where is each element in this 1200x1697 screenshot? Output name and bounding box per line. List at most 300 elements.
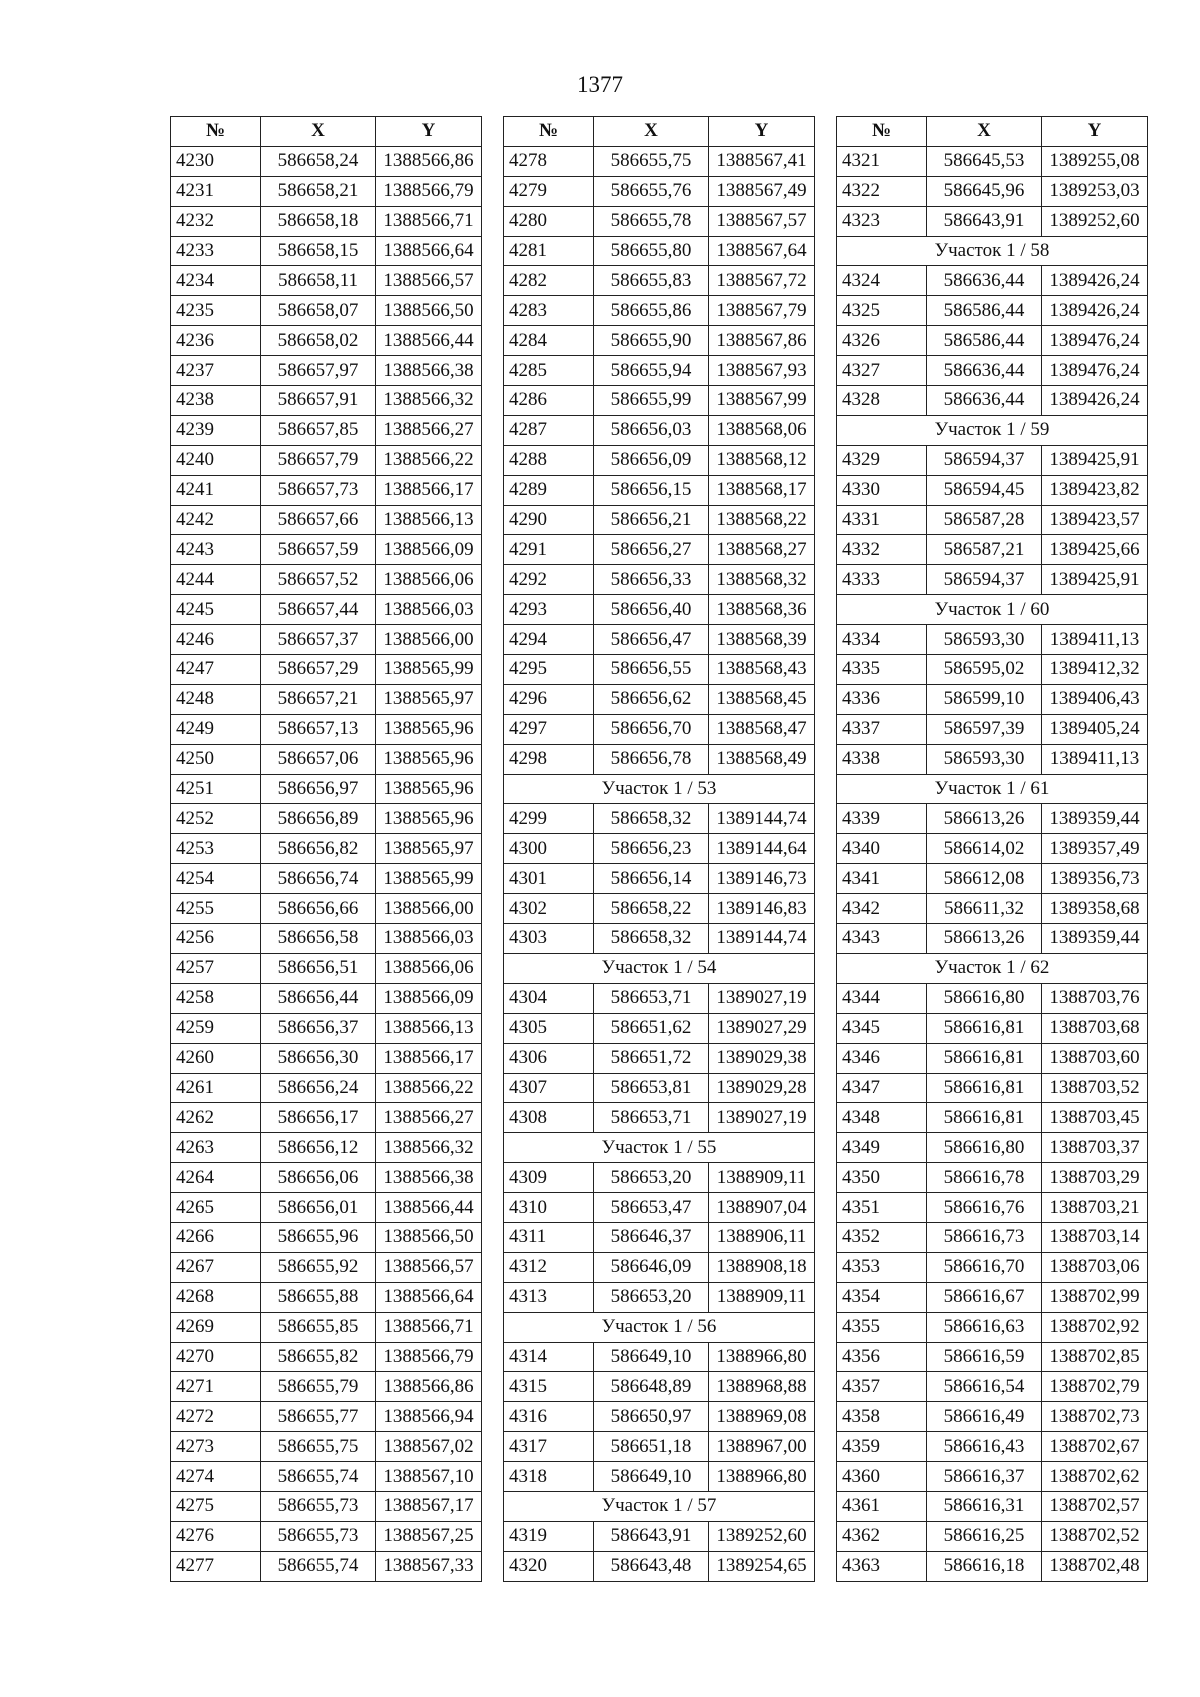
x-value: 586658,15 (261, 236, 376, 266)
x-value: 586599,10 (927, 684, 1042, 714)
point-number: 4285 (504, 356, 594, 386)
x-value: 586656,74 (261, 864, 376, 894)
x-value: 586656,23 (594, 834, 709, 864)
y-value: 1389406,43 (1042, 684, 1148, 714)
y-value: 1389425,91 (1042, 445, 1148, 475)
point-number: 4283 (504, 296, 594, 326)
x-value: 586645,96 (927, 176, 1042, 206)
y-value: 1388567,86 (709, 326, 815, 356)
y-value: 1389359,44 (1042, 804, 1148, 834)
x-value: 586658,02 (261, 326, 376, 356)
point-number: 4231 (171, 176, 261, 206)
table-row (171, 834, 482, 864)
y-value: 1388702,67 (1042, 1432, 1148, 1462)
x-value: 586658,32 (594, 924, 709, 954)
y-value: 1388566,00 (376, 625, 482, 655)
table-header-row (837, 117, 1148, 147)
point-number: 4269 (171, 1312, 261, 1342)
x-value: 586616,31 (927, 1491, 1042, 1521)
x-value: 586616,54 (927, 1372, 1042, 1402)
point-number: 4287 (504, 415, 594, 445)
table-row (171, 206, 482, 236)
x-value: 586616,70 (927, 1252, 1042, 1282)
point-number: 4326 (837, 326, 927, 356)
x-value: 586655,82 (261, 1342, 376, 1372)
point-number: 4325 (837, 296, 927, 326)
table-row (504, 505, 815, 535)
table-row (837, 326, 1148, 356)
section-label: Участок 1 / 61 (837, 774, 1148, 804)
y-value: 1388702,73 (1042, 1402, 1148, 1432)
table-row (171, 1402, 482, 1432)
x-value: 586655,79 (261, 1372, 376, 1402)
section-row (504, 1133, 815, 1163)
header-x: X (594, 117, 709, 147)
x-value: 586656,17 (261, 1103, 376, 1133)
point-number: 4310 (504, 1193, 594, 1223)
x-value: 586586,44 (927, 326, 1042, 356)
point-number: 4246 (171, 625, 261, 655)
table-header-row (171, 117, 482, 147)
x-value: 586616,80 (927, 983, 1042, 1013)
y-value: 1388566,13 (376, 505, 482, 535)
y-value: 1388703,06 (1042, 1252, 1148, 1282)
point-number: 4256 (171, 924, 261, 954)
point-number: 4307 (504, 1073, 594, 1103)
section-row (504, 774, 815, 804)
point-number: 4245 (171, 595, 261, 625)
x-value: 586616,49 (927, 1402, 1042, 1432)
y-value: 1388567,10 (376, 1462, 482, 1492)
x-value: 586657,91 (261, 386, 376, 416)
table-row (171, 565, 482, 595)
x-value: 586657,66 (261, 505, 376, 535)
point-number: 4262 (171, 1103, 261, 1133)
y-value: 1388703,29 (1042, 1163, 1148, 1193)
y-value: 1388566,86 (376, 146, 482, 176)
table-row (504, 236, 815, 266)
y-value: 1388565,99 (376, 655, 482, 685)
table-row (504, 655, 815, 685)
table-row (171, 1043, 482, 1073)
x-value: 586651,72 (594, 1043, 709, 1073)
y-value: 1388566,44 (376, 1193, 482, 1223)
x-value: 586650,97 (594, 1402, 709, 1432)
y-value: 1388566,86 (376, 1372, 482, 1402)
y-value: 1388567,33 (376, 1551, 482, 1581)
x-value: 586655,75 (261, 1432, 376, 1462)
point-number: 4247 (171, 655, 261, 685)
point-number: 4296 (504, 684, 594, 714)
x-value: 586616,81 (927, 1043, 1042, 1073)
table-row (171, 744, 482, 774)
x-value: 586657,44 (261, 595, 376, 625)
x-value: 586655,85 (261, 1312, 376, 1342)
table-row (837, 1222, 1148, 1252)
table-row (837, 146, 1148, 176)
x-value: 586658,07 (261, 296, 376, 326)
table-row (837, 296, 1148, 326)
section-row (837, 774, 1148, 804)
y-value: 1388907,04 (709, 1193, 815, 1223)
point-number: 4266 (171, 1222, 261, 1252)
table-row (171, 1491, 482, 1521)
table-row (504, 924, 815, 954)
point-number: 4260 (171, 1043, 261, 1073)
x-value: 586656,97 (261, 774, 376, 804)
point-number: 4302 (504, 894, 594, 924)
point-number: 4271 (171, 1372, 261, 1402)
x-value: 586651,18 (594, 1432, 709, 1462)
y-value: 1388702,92 (1042, 1312, 1148, 1342)
point-number: 4254 (171, 864, 261, 894)
x-value: 586655,73 (261, 1521, 376, 1551)
x-value: 586586,44 (927, 296, 1042, 326)
table-row (504, 1103, 815, 1133)
point-number: 4292 (504, 565, 594, 595)
point-number: 4253 (171, 834, 261, 864)
header-y: Y (1042, 117, 1148, 147)
y-value: 1388568,43 (709, 655, 815, 685)
x-value: 586613,26 (927, 804, 1042, 834)
x-value: 586653,71 (594, 983, 709, 1013)
y-value: 1388567,64 (709, 236, 815, 266)
y-value: 1388565,96 (376, 744, 482, 774)
y-value: 1388567,93 (709, 356, 815, 386)
table-row (504, 1252, 815, 1282)
y-value: 1388702,79 (1042, 1372, 1148, 1402)
point-number: 4355 (837, 1312, 927, 1342)
y-value: 1388568,17 (709, 475, 815, 505)
table-row (837, 176, 1148, 206)
y-value: 1388565,97 (376, 834, 482, 864)
point-number: 4293 (504, 595, 594, 625)
x-value: 586616,81 (927, 1103, 1042, 1133)
table-row (504, 714, 815, 744)
table-row (171, 655, 482, 685)
point-number: 4250 (171, 744, 261, 774)
x-value: 586657,73 (261, 475, 376, 505)
y-value: 1388567,17 (376, 1491, 482, 1521)
table-row (504, 475, 815, 505)
table-row (837, 1342, 1148, 1372)
section-row (837, 953, 1148, 983)
point-number: 4258 (171, 983, 261, 1013)
table-row (171, 1372, 482, 1402)
x-value: 586655,78 (594, 206, 709, 236)
table-row (171, 236, 482, 266)
table-row (504, 1342, 815, 1372)
table-row (171, 714, 482, 744)
x-value: 586653,81 (594, 1073, 709, 1103)
x-value: 586594,37 (927, 445, 1042, 475)
table-row (504, 206, 815, 236)
point-number: 4297 (504, 714, 594, 744)
table-row (171, 266, 482, 296)
y-value: 1388703,45 (1042, 1103, 1148, 1133)
y-value: 1389144,74 (709, 924, 815, 954)
x-value: 586656,78 (594, 744, 709, 774)
point-number: 4329 (837, 445, 927, 475)
y-value: 1389426,24 (1042, 266, 1148, 296)
table-row (171, 1252, 482, 1282)
point-number: 4239 (171, 415, 261, 445)
table-row (171, 1282, 482, 1312)
header-y: Y (376, 117, 482, 147)
table-row (504, 1073, 815, 1103)
x-value: 586587,21 (927, 535, 1042, 565)
table-row (504, 983, 815, 1013)
y-value: 1389252,60 (709, 1521, 815, 1551)
table-row (504, 1222, 815, 1252)
point-number: 4360 (837, 1462, 927, 1492)
y-value: 1388566,27 (376, 1103, 482, 1133)
point-number: 4255 (171, 894, 261, 924)
x-value: 586611,32 (927, 894, 1042, 924)
x-value: 586616,81 (927, 1013, 1042, 1043)
table-row (171, 356, 482, 386)
table-row (504, 176, 815, 206)
point-number: 4235 (171, 296, 261, 326)
y-value: 1388702,57 (1042, 1491, 1148, 1521)
y-value: 1388702,62 (1042, 1462, 1148, 1492)
table-row (837, 1013, 1148, 1043)
point-number: 4318 (504, 1462, 594, 1492)
x-value: 586657,97 (261, 356, 376, 386)
point-number: 4313 (504, 1282, 594, 1312)
table-row (504, 386, 815, 416)
x-value: 586656,24 (261, 1073, 376, 1103)
table-row (171, 924, 482, 954)
y-value: 1388565,96 (376, 774, 482, 804)
point-number: 4294 (504, 625, 594, 655)
point-number: 4354 (837, 1282, 927, 1312)
section-label: Участок 1 / 59 (837, 415, 1148, 445)
point-number: 4280 (504, 206, 594, 236)
point-number: 4259 (171, 1013, 261, 1043)
point-number: 4331 (837, 505, 927, 535)
table-row (504, 684, 815, 714)
table-row (837, 1073, 1148, 1103)
x-value: 586616,80 (927, 1133, 1042, 1163)
table-row (837, 744, 1148, 774)
table-row (837, 1372, 1148, 1402)
y-value: 1388565,96 (376, 714, 482, 744)
point-number: 4312 (504, 1252, 594, 1282)
x-value: 586657,52 (261, 565, 376, 595)
table-row (171, 774, 482, 804)
point-number: 4353 (837, 1252, 927, 1282)
y-value: 1389356,73 (1042, 864, 1148, 894)
y-value: 1388566,38 (376, 356, 482, 386)
point-number: 4244 (171, 565, 261, 595)
y-value: 1388566,00 (376, 894, 482, 924)
y-value: 1388567,41 (709, 146, 815, 176)
table-row (171, 505, 482, 535)
x-value: 586643,48 (594, 1551, 709, 1581)
table-row (171, 894, 482, 924)
point-number: 4281 (504, 236, 594, 266)
x-value: 586657,29 (261, 655, 376, 685)
y-value: 1388566,09 (376, 983, 482, 1013)
y-value: 1388566,27 (376, 415, 482, 445)
y-value: 1388566,22 (376, 445, 482, 475)
x-value: 586656,82 (261, 834, 376, 864)
table-row (171, 595, 482, 625)
y-value: 1388567,57 (709, 206, 815, 236)
section-label: Участок 1 / 55 (504, 1133, 815, 1163)
point-number: 4273 (171, 1432, 261, 1462)
table-row (837, 655, 1148, 685)
x-value: 586613,26 (927, 924, 1042, 954)
point-number: 4358 (837, 1402, 927, 1432)
x-value: 586655,74 (261, 1462, 376, 1492)
point-number: 4343 (837, 924, 927, 954)
point-number: 4238 (171, 386, 261, 416)
x-value: 586656,03 (594, 415, 709, 445)
x-value: 586636,44 (927, 386, 1042, 416)
y-value: 1388568,32 (709, 565, 815, 595)
y-value: 1388566,64 (376, 1282, 482, 1312)
table-row (837, 1133, 1148, 1163)
point-number: 4327 (837, 356, 927, 386)
y-value: 1388566,71 (376, 206, 482, 236)
x-value: 586655,80 (594, 236, 709, 266)
point-number: 4349 (837, 1133, 927, 1163)
table-row (504, 1372, 815, 1402)
y-value: 1389253,03 (1042, 176, 1148, 206)
x-value: 586595,02 (927, 655, 1042, 685)
table-row (837, 983, 1148, 1013)
table-row (504, 326, 815, 356)
point-number: 4233 (171, 236, 261, 266)
y-value: 1388908,18 (709, 1252, 815, 1282)
y-value: 1388568,47 (709, 714, 815, 744)
table-row (837, 535, 1148, 565)
y-value: 1388566,06 (376, 953, 482, 983)
table-row (171, 953, 482, 983)
point-number: 4252 (171, 804, 261, 834)
y-value: 1388568,36 (709, 595, 815, 625)
point-number: 4237 (171, 356, 261, 386)
y-value: 1389252,60 (1042, 206, 1148, 236)
y-value: 1388566,03 (376, 924, 482, 954)
section-label: Участок 1 / 60 (837, 595, 1148, 625)
point-number: 4232 (171, 206, 261, 236)
table-row (837, 1521, 1148, 1551)
y-value: 1389412,32 (1042, 655, 1148, 685)
point-number: 4334 (837, 625, 927, 655)
table-row (171, 1073, 482, 1103)
y-value: 1389144,64 (709, 834, 815, 864)
point-number: 4300 (504, 834, 594, 864)
x-value: 586656,09 (594, 445, 709, 475)
table-row (837, 864, 1148, 894)
point-number: 4298 (504, 744, 594, 774)
y-value: 1388566,38 (376, 1163, 482, 1193)
point-number: 4319 (504, 1521, 594, 1551)
x-value: 586655,86 (594, 296, 709, 326)
point-number: 4335 (837, 655, 927, 685)
section-row (504, 1312, 815, 1342)
table-row (504, 804, 815, 834)
point-number: 4348 (837, 1103, 927, 1133)
y-value: 1388566,09 (376, 535, 482, 565)
page-number: 1377 (577, 72, 623, 97)
section-label: Участок 1 / 54 (504, 953, 815, 983)
y-value: 1388565,96 (376, 804, 482, 834)
point-number: 4308 (504, 1103, 594, 1133)
point-number: 4299 (504, 804, 594, 834)
x-value: 586656,15 (594, 475, 709, 505)
table-row (837, 565, 1148, 595)
y-value: 1388566,13 (376, 1013, 482, 1043)
x-value: 586656,58 (261, 924, 376, 954)
x-value: 586656,12 (261, 1133, 376, 1163)
y-value: 1388566,57 (376, 1252, 482, 1282)
y-value: 1389411,13 (1042, 625, 1148, 655)
x-value: 586646,37 (594, 1222, 709, 1252)
y-value: 1388702,99 (1042, 1282, 1148, 1312)
table-row (837, 475, 1148, 505)
point-number: 4240 (171, 445, 261, 475)
x-value: 586658,24 (261, 146, 376, 176)
section-label: Участок 1 / 58 (837, 236, 1148, 266)
x-value: 586657,06 (261, 744, 376, 774)
point-number: 4261 (171, 1073, 261, 1103)
table-row (504, 744, 815, 774)
y-value: 1389255,08 (1042, 146, 1148, 176)
point-number: 4323 (837, 206, 927, 236)
y-value: 1388703,37 (1042, 1133, 1148, 1163)
y-value: 1388967,00 (709, 1432, 815, 1462)
table-row (171, 1013, 482, 1043)
section-row (504, 953, 815, 983)
coordinate-table-2 (503, 116, 815, 1582)
y-value: 1388909,11 (709, 1163, 815, 1193)
point-number: 4304 (504, 983, 594, 1013)
table-row (837, 924, 1148, 954)
x-value: 586655,96 (261, 1222, 376, 1252)
point-number: 4267 (171, 1252, 261, 1282)
x-value: 586643,91 (594, 1521, 709, 1551)
table-row (171, 445, 482, 475)
x-value: 586658,32 (594, 804, 709, 834)
point-number: 4347 (837, 1073, 927, 1103)
table-row (837, 1432, 1148, 1462)
coordinate-tables (170, 116, 1148, 1586)
table-row (171, 1193, 482, 1223)
header-number: № (171, 117, 261, 147)
table-row (171, 1103, 482, 1133)
y-value: 1388567,02 (376, 1432, 482, 1462)
table-row (837, 206, 1148, 236)
point-number: 4305 (504, 1013, 594, 1043)
y-value: 1389029,38 (709, 1043, 815, 1073)
point-number: 4249 (171, 714, 261, 744)
table-row (171, 415, 482, 445)
y-value: 1389357,49 (1042, 834, 1148, 864)
x-value: 586656,44 (261, 983, 376, 1013)
x-value: 586616,25 (927, 1521, 1042, 1551)
y-value: 1388568,22 (709, 505, 815, 535)
point-number: 4303 (504, 924, 594, 954)
x-value: 586593,30 (927, 744, 1042, 774)
x-value: 586656,21 (594, 505, 709, 535)
table-row (171, 804, 482, 834)
table-row (837, 684, 1148, 714)
table-row (837, 445, 1148, 475)
